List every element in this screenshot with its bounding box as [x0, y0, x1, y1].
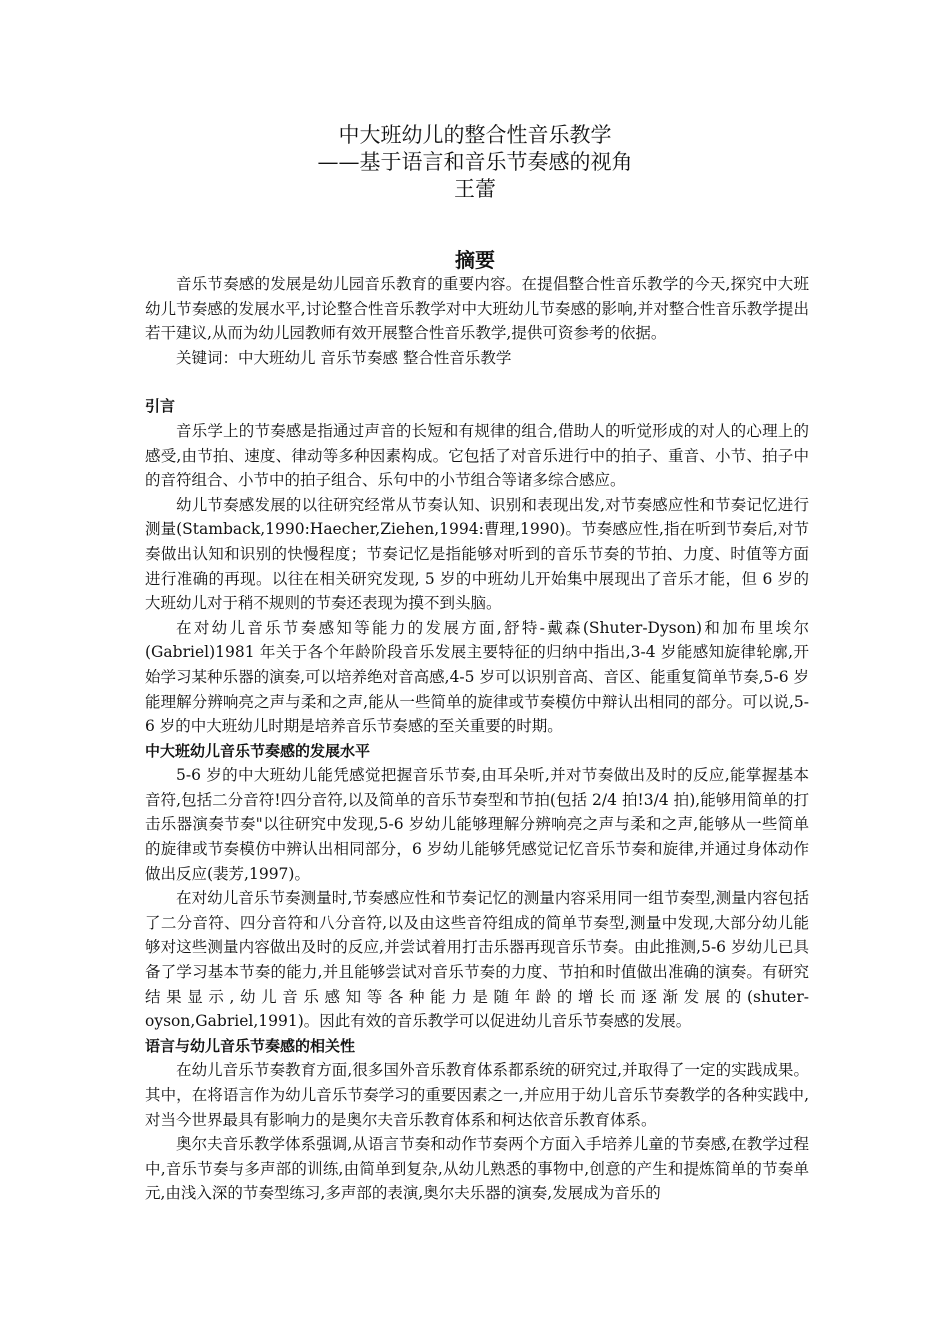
paragraph: 幼儿节奏感发展的以往研究经常从节奏认知、识别和表现出发,对节奏感应性和节奏记忆进行测量(Stamback,1990:Haecher,Ziehen,1994:曹理,1990)。节奏感应性,指在听到节奏后,对节奏做出认知和识别的快慢程度；节奏记忆是指能够对听到的音乐节奏的节拍、力度、时值等方面进行准确的再现。以往在相关研究发现, 5 岁的中班幼儿开始集中展现出了音乐才能，但 6 岁的大班幼儿对于稍不规则的节奏还表现为摸不到头脑。	[145, 495, 809, 613]
section-heading-development: 中大班幼儿音乐节奏感的发展水平	[145, 741, 371, 760]
paper-title: 中大班幼儿的整合性音乐教学	[338, 123, 612, 147]
paragraph: 在对幼儿音乐节奏感知等能力的发展方面,舒特-戴森(Shuter-Dyson)和加布里埃尔(Gabriel)1981 年关于各个年龄阶段音乐发展主要特征的归纳中指出,3-4 岁能感知旋律轮廓,开始学习某种乐器的演奏,可以培养绝对音高感,4-5 岁可以识别音高、音区、能重复简单节奏,5-6 岁能理解分辨响亮之声与柔和之声,能从一些简单的旋律或节奏模仿中辩认出相同的部分。可以说,5-6 岁的中大班幼儿时期是培养音乐节奏感的至关重要的时期。	[145, 618, 809, 736]
paragraph: 在对幼儿音乐节奏测量时,节奏感应性和节奏记忆的测量内容采用同一组节奏型,测量内容包括了二分音符、四分音符和八分音符,以及由这些音符组成的简单节奏型,测量中发现,大部分幼儿能够对这些测量内容做出及时的反应,并尝试着用打击乐器再现音乐节奏。由此推测,5-6 岁幼儿已具备了学习基本节奏的能力,并且能够尝试对音乐节奏的力度、节拍和时值做出准确的演奏。有研究结果显示,幼儿音乐感知等各种能力是随年龄的增长而逐渐发展的(shuter-oyson,Gabriel,1991)。因此有效的音乐教学可以促进幼儿音乐节奏感的发展。	[145, 889, 809, 1031]
keywords: 关键词：中大班幼儿 音乐节奏感 整合性音乐教学	[176, 348, 512, 367]
title-block	[0, 122, 950, 203]
paper-author: 王蕾	[454, 177, 496, 201]
paragraph: 5-6 岁的中大班幼儿能凭感觉把握音乐节奏,由耳朵听,并对节奏做出及时的反应,能掌握基本音符,包括二分音符!四分音符,以及简单的音乐节奏型和节拍(包括 2/4 拍!3/4 拍),能够用简单的打击乐器演奏节奏"以往研究中发现,5-6 岁幼儿能够理解分辨响亮之声与柔和之声,能够从一些简单的旋律或节奏模仿中辨认出相同部分，6 岁幼儿能够凭感觉记忆音乐节奏和旋律,并通过身体动作做出反应(裴芳,1997)。	[145, 766, 809, 883]
abstract-text: 音乐节奏感的发展是幼儿园音乐教育的重要内容。在提倡整合性音乐教学的今天,探究中大班幼儿节奏感的发展水平,讨论整合性音乐教学对中大班幼儿节奏感的影响,并对整合性音乐教学提出若干建议,从而为幼儿园教师有效开展整合性音乐教学,提供可资参考的依据。	[145, 275, 809, 343]
section-heading-intro: 引言	[145, 397, 176, 416]
paper-subtitle: ——基于语言和音乐节奏感的视角	[317, 150, 633, 174]
paragraph: 在幼儿音乐节奏教育方面,很多国外音乐教育体系都系统的研究过,并取得了一定的实践成果。其中，在将语言作为幼儿音乐节奏学习的重要因素之一,并应用于幼儿音乐节奏教学的各种实践中,对当今世界最具有影响力的是奥尔夫音乐教育体系和柯达依音乐教育体系。	[145, 1061, 809, 1129]
paragraph: 音乐学上的节奏感是指通过声音的长短和有规律的组合,借助人的听觉形成的对人的心理上的感受,由节拍、速度、律动等多种因素构成。它包括了对音乐进行中的拍子、重音、小节、拍子中的音符组合、小节中的拍子组合、乐句中的小节组合等诸多综合感应。	[145, 421, 809, 490]
paragraph: 奥尔夫音乐教学体系强调,从语言节奏和动作节奏两个方面入手培养儿童的节奏感,在教学过程中,音乐节奏与多声部的训练,由简单到复杂,从幼儿熟悉的事物中,创意的产生和提炼简单的节奏单元,由浅入深的节奏型练习,多声部的表演,奥尔夫乐器的演奏,发展成为音乐的	[145, 1135, 809, 1203]
document-body	[145, 272, 809, 1206]
abstract-heading: 摘要	[455, 248, 495, 272]
section-heading-language: 语言与幼儿音乐节奏感的相关性	[145, 1036, 356, 1055]
